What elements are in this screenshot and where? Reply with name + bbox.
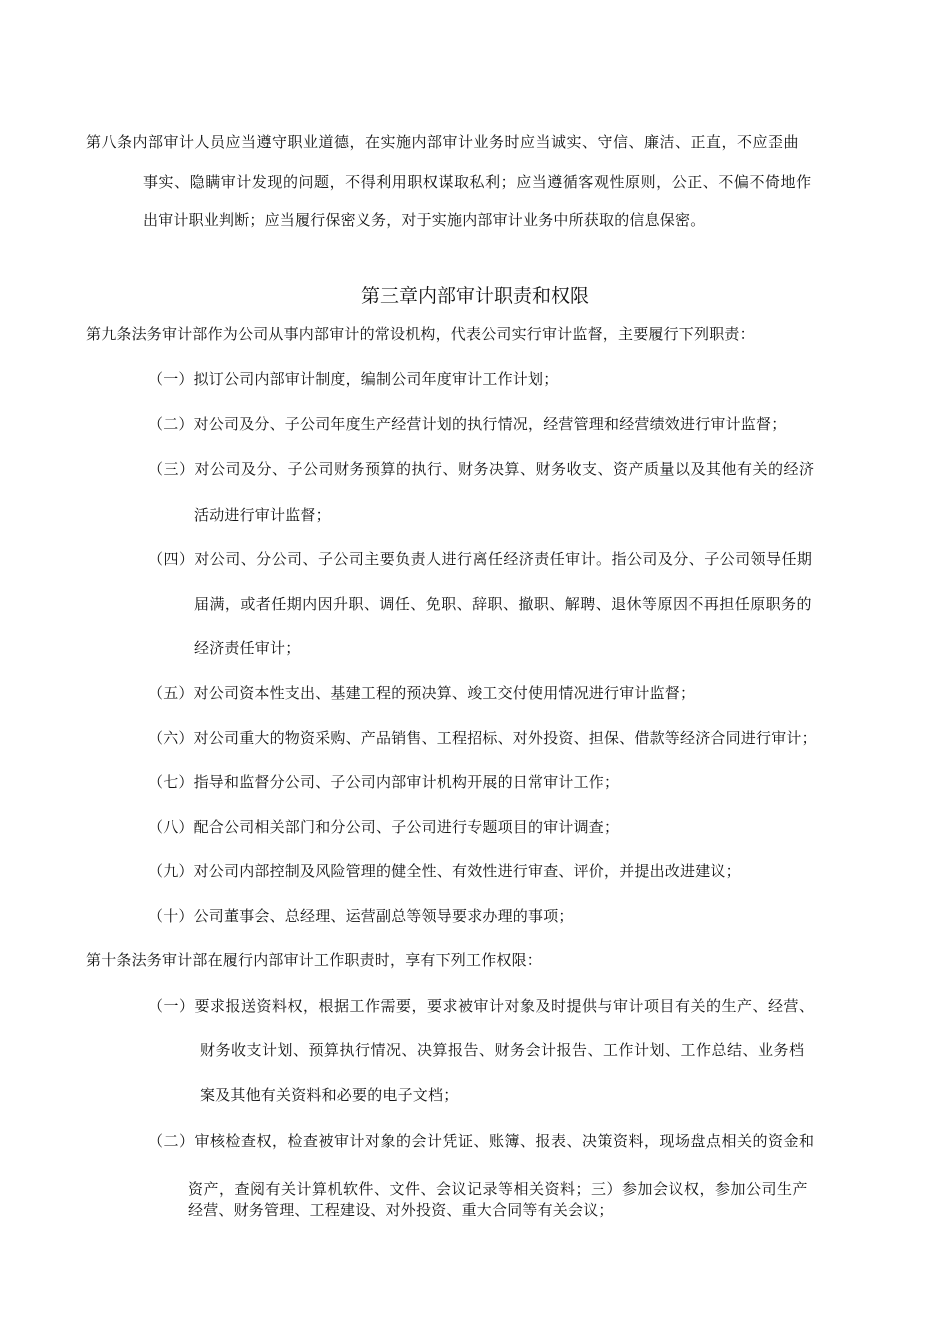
article-9-item-4-line-2: 届满，或者任期内因升职、调任、免职、辞职、撤职、解聘、退休等原因不再担任原职务的 (194, 595, 813, 613)
article-10-intro: 第十条法务审计部在履行内部审计工作职责时，享有下列工作权限： (86, 951, 543, 969)
article-9-item-2: （二）对公司及分、子公司年度生产经营计划的执行情况，经营管理和经营绩效进行审计监督； (148, 415, 787, 433)
article-9-item-9: （九）对公司内部控制及风险管理的健全性、有效性进行审查、评价，并提出改进建议； (148, 862, 741, 880)
article-10-item-1-line-3: 案及其他有关资料和必要的电子文档； (200, 1086, 459, 1104)
article-10-item-2-line-3: 经营、财务管理、工程建设、对外投资、重大合同等有关会议； (188, 1201, 614, 1219)
article-9-item-8: （八）配合公司相关部门和分公司、子公司进行专题项目的审计调查； (148, 818, 620, 836)
chapter-3-title: 第三章内部审计职责和权限 (360, 285, 589, 307)
article-9-item-5: （五）对公司资本性支出、基建工程的预决算、竣工交付使用情况进行审计监督； (148, 684, 696, 702)
article-10-item-1-line-1: （一）要求报送资料权，根据工作需要，要求被审计对象及时提供与审计项目有关的生产、经营、 (148, 997, 815, 1015)
article-8-line-2: 事实、隐瞒审计发现的问题，不得利用职权谋取私利；应当遵循客观性原则，公正、不偏不倚地作 (143, 173, 812, 191)
article-9-item-3-line-2: 活动进行审计监督； (194, 506, 331, 524)
article-9-item-4-line-1: （四）对公司、分公司、子公司主要负责人进行离任经济责任审计。指公司及分、子公司领导任期 (148, 550, 813, 568)
article-9-item-7: （七）指导和监督分公司、子公司内部审计机构开展的日常审计工作； (148, 773, 620, 791)
article-9-item-3-line-1: （三）对公司及分、子公司财务预算的执行、财务决算、财务收支、资产质量以及其他有关的经济 (148, 460, 815, 478)
article-9-item-6: （六）对公司重大的物资采购、产品销售、工程招标、对外投资、担保、借款等经济合同进行审计； (148, 729, 817, 747)
article-9-intro: 第九条法务审计部作为公司从事内部审计的常设机构，代表公司实行审计监督，主要履行下列职责： (86, 325, 755, 343)
article-9-item-1: （一）拟订公司内部审计制度，编制公司年度审计工作计划； (148, 370, 559, 388)
article-9-item-4-line-3: 经济责任审计； (194, 639, 301, 657)
article-10-item-1-line-2: 财务收支计划、预算执行情况、决算报告、财务会计报告、工作计划、工作总结、业务档 (200, 1041, 805, 1059)
article-10-item-2-line-2: 资产，查阅有关计算机软件、文件、会议记录等相关资料；三）参加会议权，参加公司生产 (188, 1180, 809, 1198)
article-10-item-2-line-1: （二）审核检查权，检查被审计对象的会计凭证、账簿、报表、决策资料，现场盘点相关的资金和 (148, 1132, 815, 1150)
article-9-item-10: （十）公司董事会、总经理、运营副总等领导要求办理的事项； (148, 907, 574, 925)
article-8-line-1: 第八条内部审计人员应当遵守职业道德，在实施内部审计业务时应当诚实、守信、廉洁、正直，不应歪曲 (86, 133, 800, 151)
article-8-line-3: 出审计职业判断；应当履行保密义务，对于实施内部审计业务中所获取的信息保密。 (143, 211, 706, 229)
